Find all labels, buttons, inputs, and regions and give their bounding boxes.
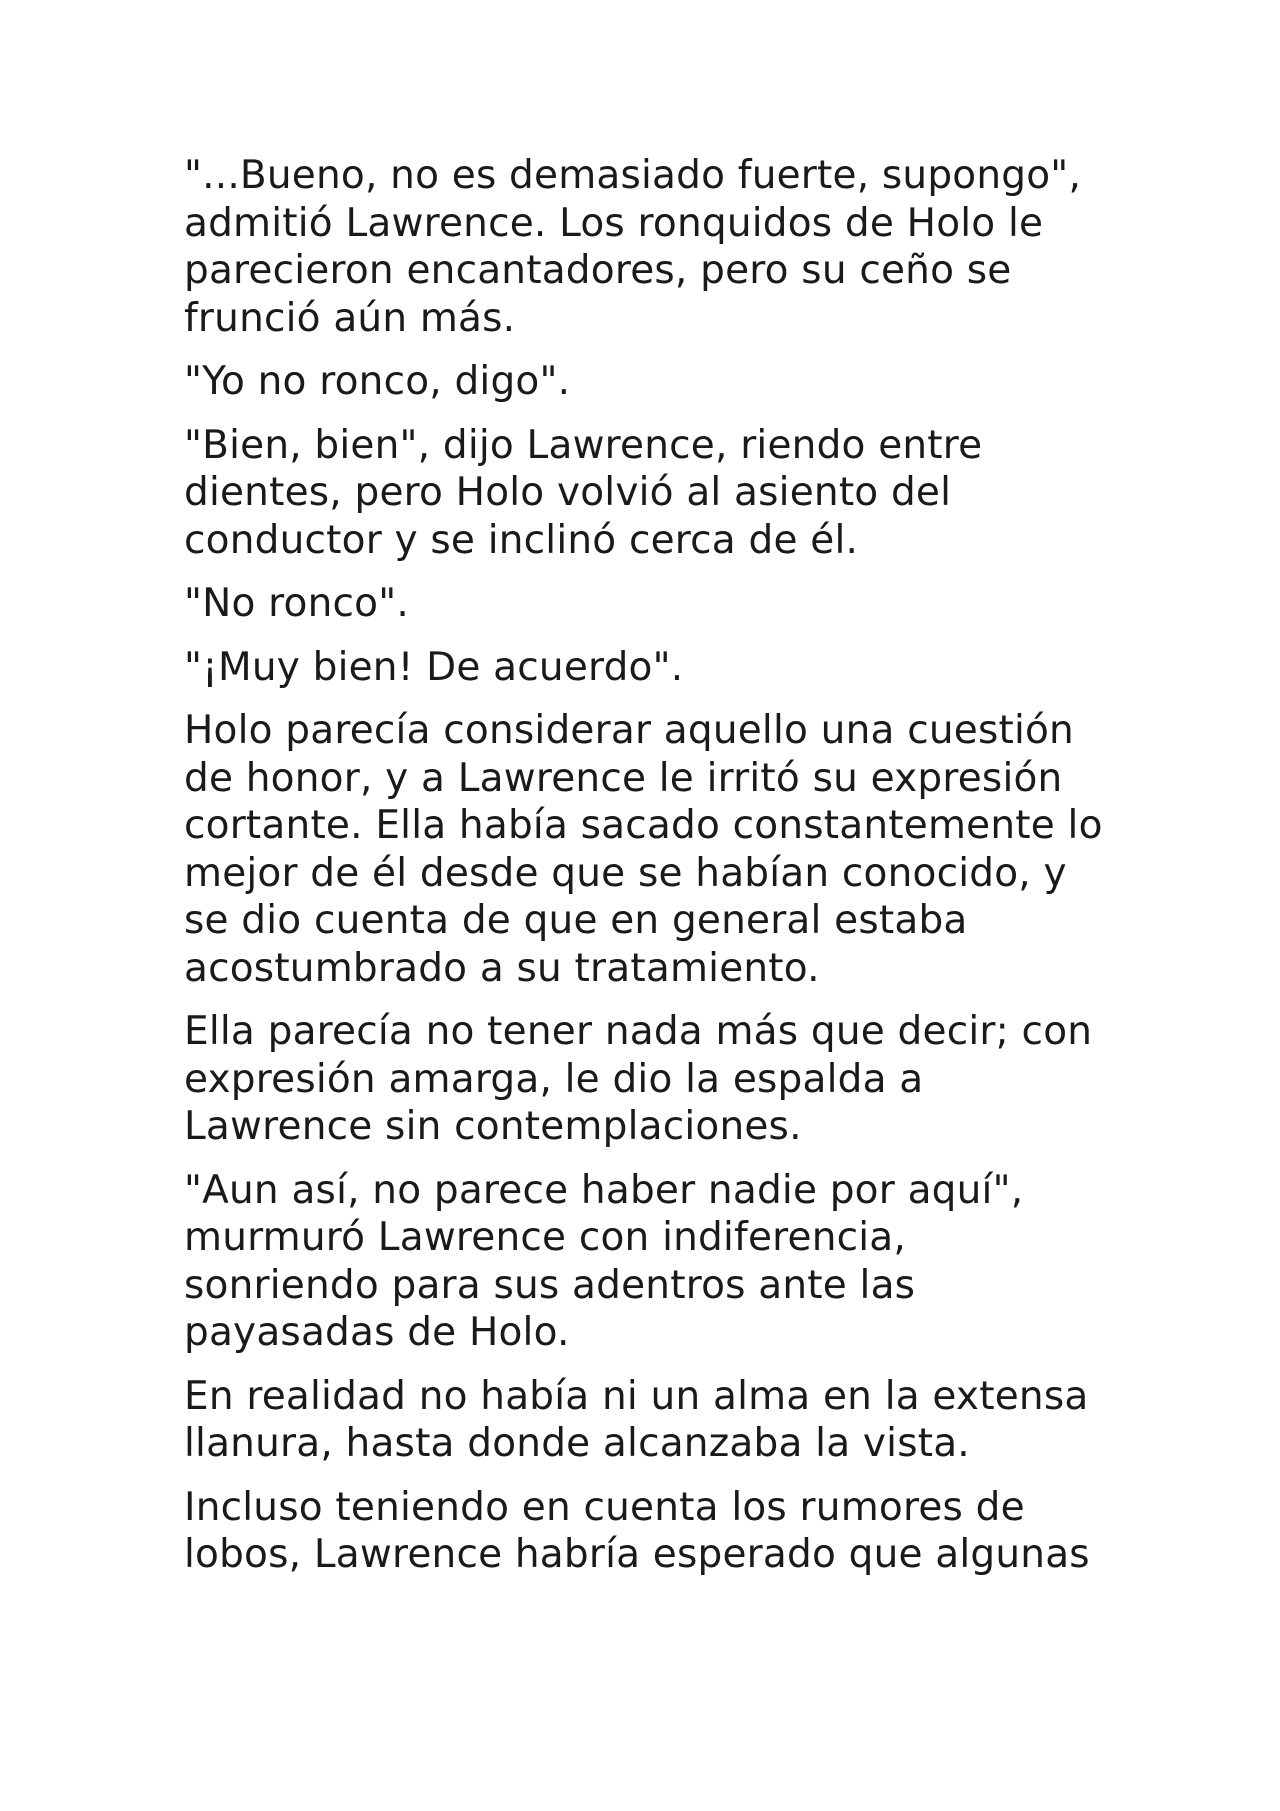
text-line: llanura, hasta donde alcanzaba la vista. [184, 1421, 970, 1466]
text-line: acostumbrado a su tratamiento. [184, 945, 820, 991]
paragraph [184, 1373, 1104, 1468]
text-line: Ella parecía no tener nada más que decir; con [184, 1009, 1093, 1054]
text-line: sonriendo para sus adentros ante las [184, 1262, 916, 1308]
text-line: expresión amarga, le dio la espalda a [184, 1056, 924, 1102]
text-line: Incluso teniendo en cuenta los rumores de [184, 1484, 1025, 1530]
text-line: parecieron encantadores, pero su ceño se [184, 248, 1012, 293]
text-line: "¡Muy bien! De acuerdo". [184, 644, 684, 690]
text-line: "No ronco". [184, 581, 409, 626]
text-line: Holo parecía considerar aquello una cuestión [184, 708, 1074, 753]
paragraph [184, 358, 1104, 406]
paragraph [184, 1008, 1104, 1151]
text-line: murmuró Lawrence con indiferencia, [184, 1215, 906, 1260]
text-line: lobos, Lawrence habría esperado que algunas [184, 1532, 1090, 1577]
paragraph [184, 1167, 1104, 1357]
paragraph [184, 1484, 1104, 1579]
text-line: En realidad no había ni un alma en la extensa [184, 1373, 1089, 1419]
text-line: mejor de él desde que se habían conocido, y [184, 850, 1067, 896]
text-line: conductor y se inclinó cerca de él. [184, 517, 859, 563]
paragraph [184, 152, 1104, 342]
text-line: admitió Lawrence. Los ronquidos de Holo le [184, 200, 1044, 246]
body-text [184, 152, 1104, 1595]
text-line: frunció aún más. [184, 295, 516, 341]
text-line: dientes, pero Holo volvió al asiento del [184, 470, 952, 515]
text-line: "Aun así, no parece haber nadie por aquí", [184, 1167, 1024, 1213]
paragraph [184, 422, 1104, 565]
text-line: payasadas de Holo. [184, 1310, 570, 1355]
text-line: Lawrence sin contemplaciones. [184, 1104, 802, 1149]
text-line: cortante. Ella había sacado constantemente lo [184, 803, 1103, 848]
paragraph [184, 644, 1104, 692]
text-line: de honor, y a Lawrence le irritó su expresión [184, 755, 1063, 801]
text-line: "Bien, bien", dijo Lawrence, riendo entre [184, 422, 983, 468]
text-line: "...Bueno, no es demasiado fuerte, supongo", [184, 153, 1082, 198]
text-line: se dio cuenta de que en general estaba [184, 898, 968, 943]
paragraph [184, 580, 1104, 628]
text-line: "Yo no ronco, digo". [184, 359, 571, 404]
paragraph [184, 707, 1104, 992]
